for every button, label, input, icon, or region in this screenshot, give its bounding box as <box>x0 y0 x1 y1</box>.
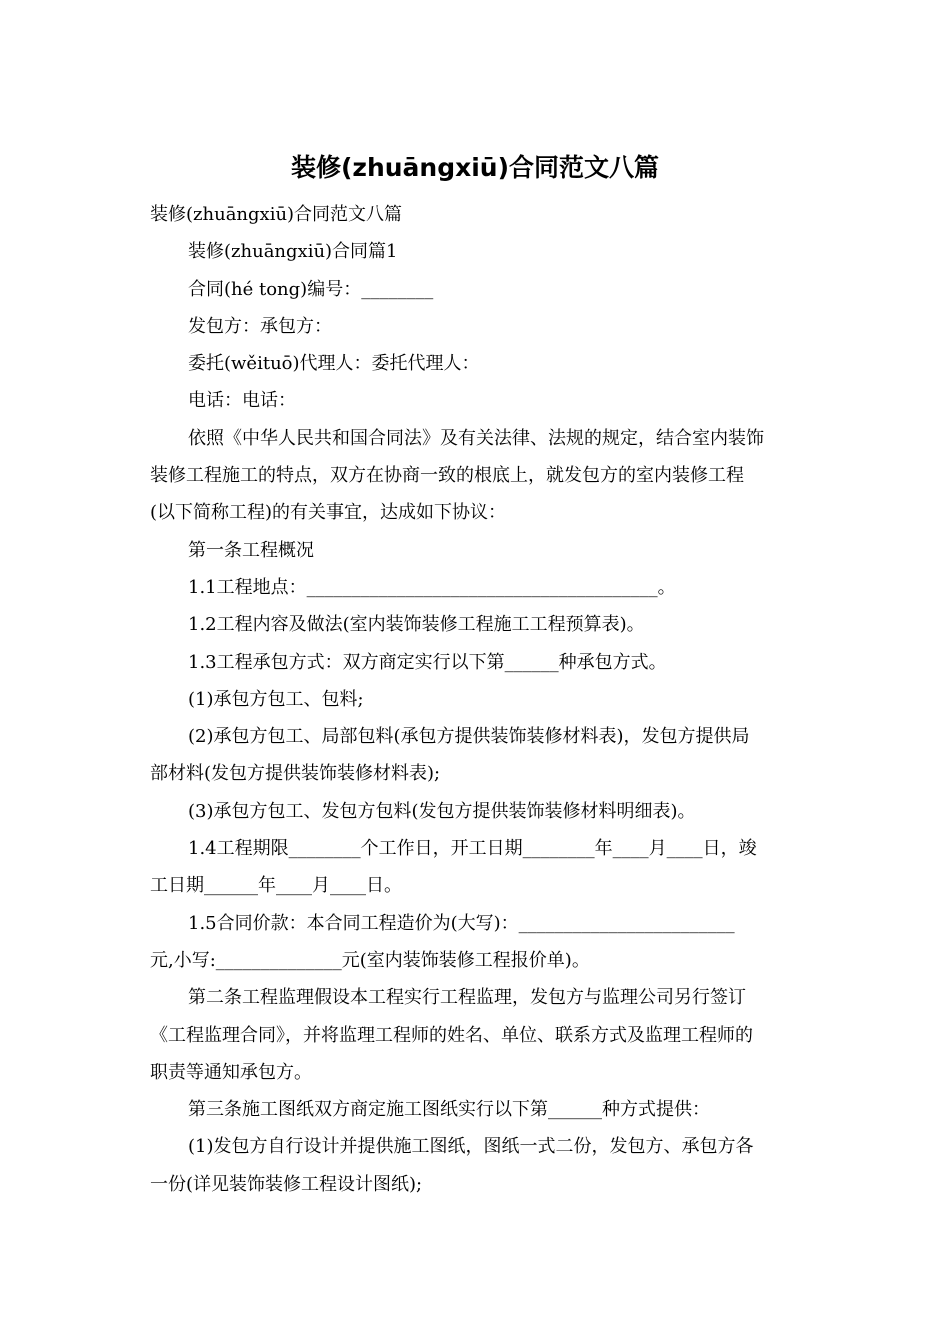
text-line: 装修(zhuāngxiū)合同篇1 <box>188 241 398 263</box>
text-line: 《工程监理合同》，并将监理工程师的姓名、单位、联系方式及监理工程师的 <box>150 1024 753 1046</box>
text-line: 1.2工程内容及做法(室内装饰装修工程施工工程预算表)。 <box>188 614 645 636</box>
text-line: 装修工程施工的特点，双方在协商一致的根底上，就发包方的室内装修工程 <box>150 465 744 487</box>
text-line: 依照《中华人民共和国合同法》及有关法律、法规的规定，结合室内装饰 <box>188 427 764 449</box>
text-line: 1.5合同价款：本合同工程造价为(大写)：________________________ <box>188 912 735 934</box>
document-body <box>150 196 802 1203</box>
text-line: 1.4工程期限________个工作日，开工日期________年____月____日，竣 <box>188 838 757 860</box>
text-line: 1.3工程承包方式：双方商定实行以下第______种承包方式。 <box>188 651 667 673</box>
document-title: 装修(zhuāngxiū)合同范文八篇 <box>290 153 660 182</box>
text-line: 第一条工程概况 <box>188 539 314 561</box>
text-line: 一份(详见装饰装修工程设计图纸); <box>150 1173 423 1195</box>
text-line: (1)承包方包工、包料; <box>188 688 364 710</box>
text-line: 合同(hé tong)编号：________ <box>188 278 434 300</box>
text-line: 委托(wěituō)代理人：委托代理人： <box>188 353 480 375</box>
text-line: 1.1工程地点：_______________________________________。 <box>188 576 676 598</box>
text-line: (以下简称工程)的有关事宜，达成如下协议： <box>150 502 507 524</box>
text-line: 第二条工程监理假设本工程实行工程监理，发包方与监理公司另行签订 <box>188 987 746 1009</box>
text-line: 职责等通知承包方。 <box>150 1061 312 1083</box>
text-line: 发包方：承包方： <box>188 315 332 337</box>
text-line: 第三条施工图纸双方商定施工图纸实行以下第______种方式提供： <box>188 1099 710 1121</box>
text-line: 工日期______年____月____日。 <box>150 875 402 897</box>
text-line: 电话：电话： <box>188 390 296 412</box>
text-line: (3)承包方包工、发包方包料(发包方提供装饰装修材料明细表)。 <box>188 800 696 822</box>
text-line: (1)发包方自行设计并提供施工图纸，图纸一式二份，发包方、承包方各 <box>188 1136 754 1158</box>
text-line: (2)承包方包工、局部包料(承包方提供装饰装修材料表)，发包方提供局 <box>188 726 750 748</box>
text-line: 装修(zhuāngxiū)合同范文八篇 <box>150 204 403 225</box>
text-line: 元,小写:______________元(室内装饰装修工程报价单)。 <box>150 949 590 971</box>
text-line: 部材料(发包方提供装饰装修材料表); <box>150 763 441 785</box>
